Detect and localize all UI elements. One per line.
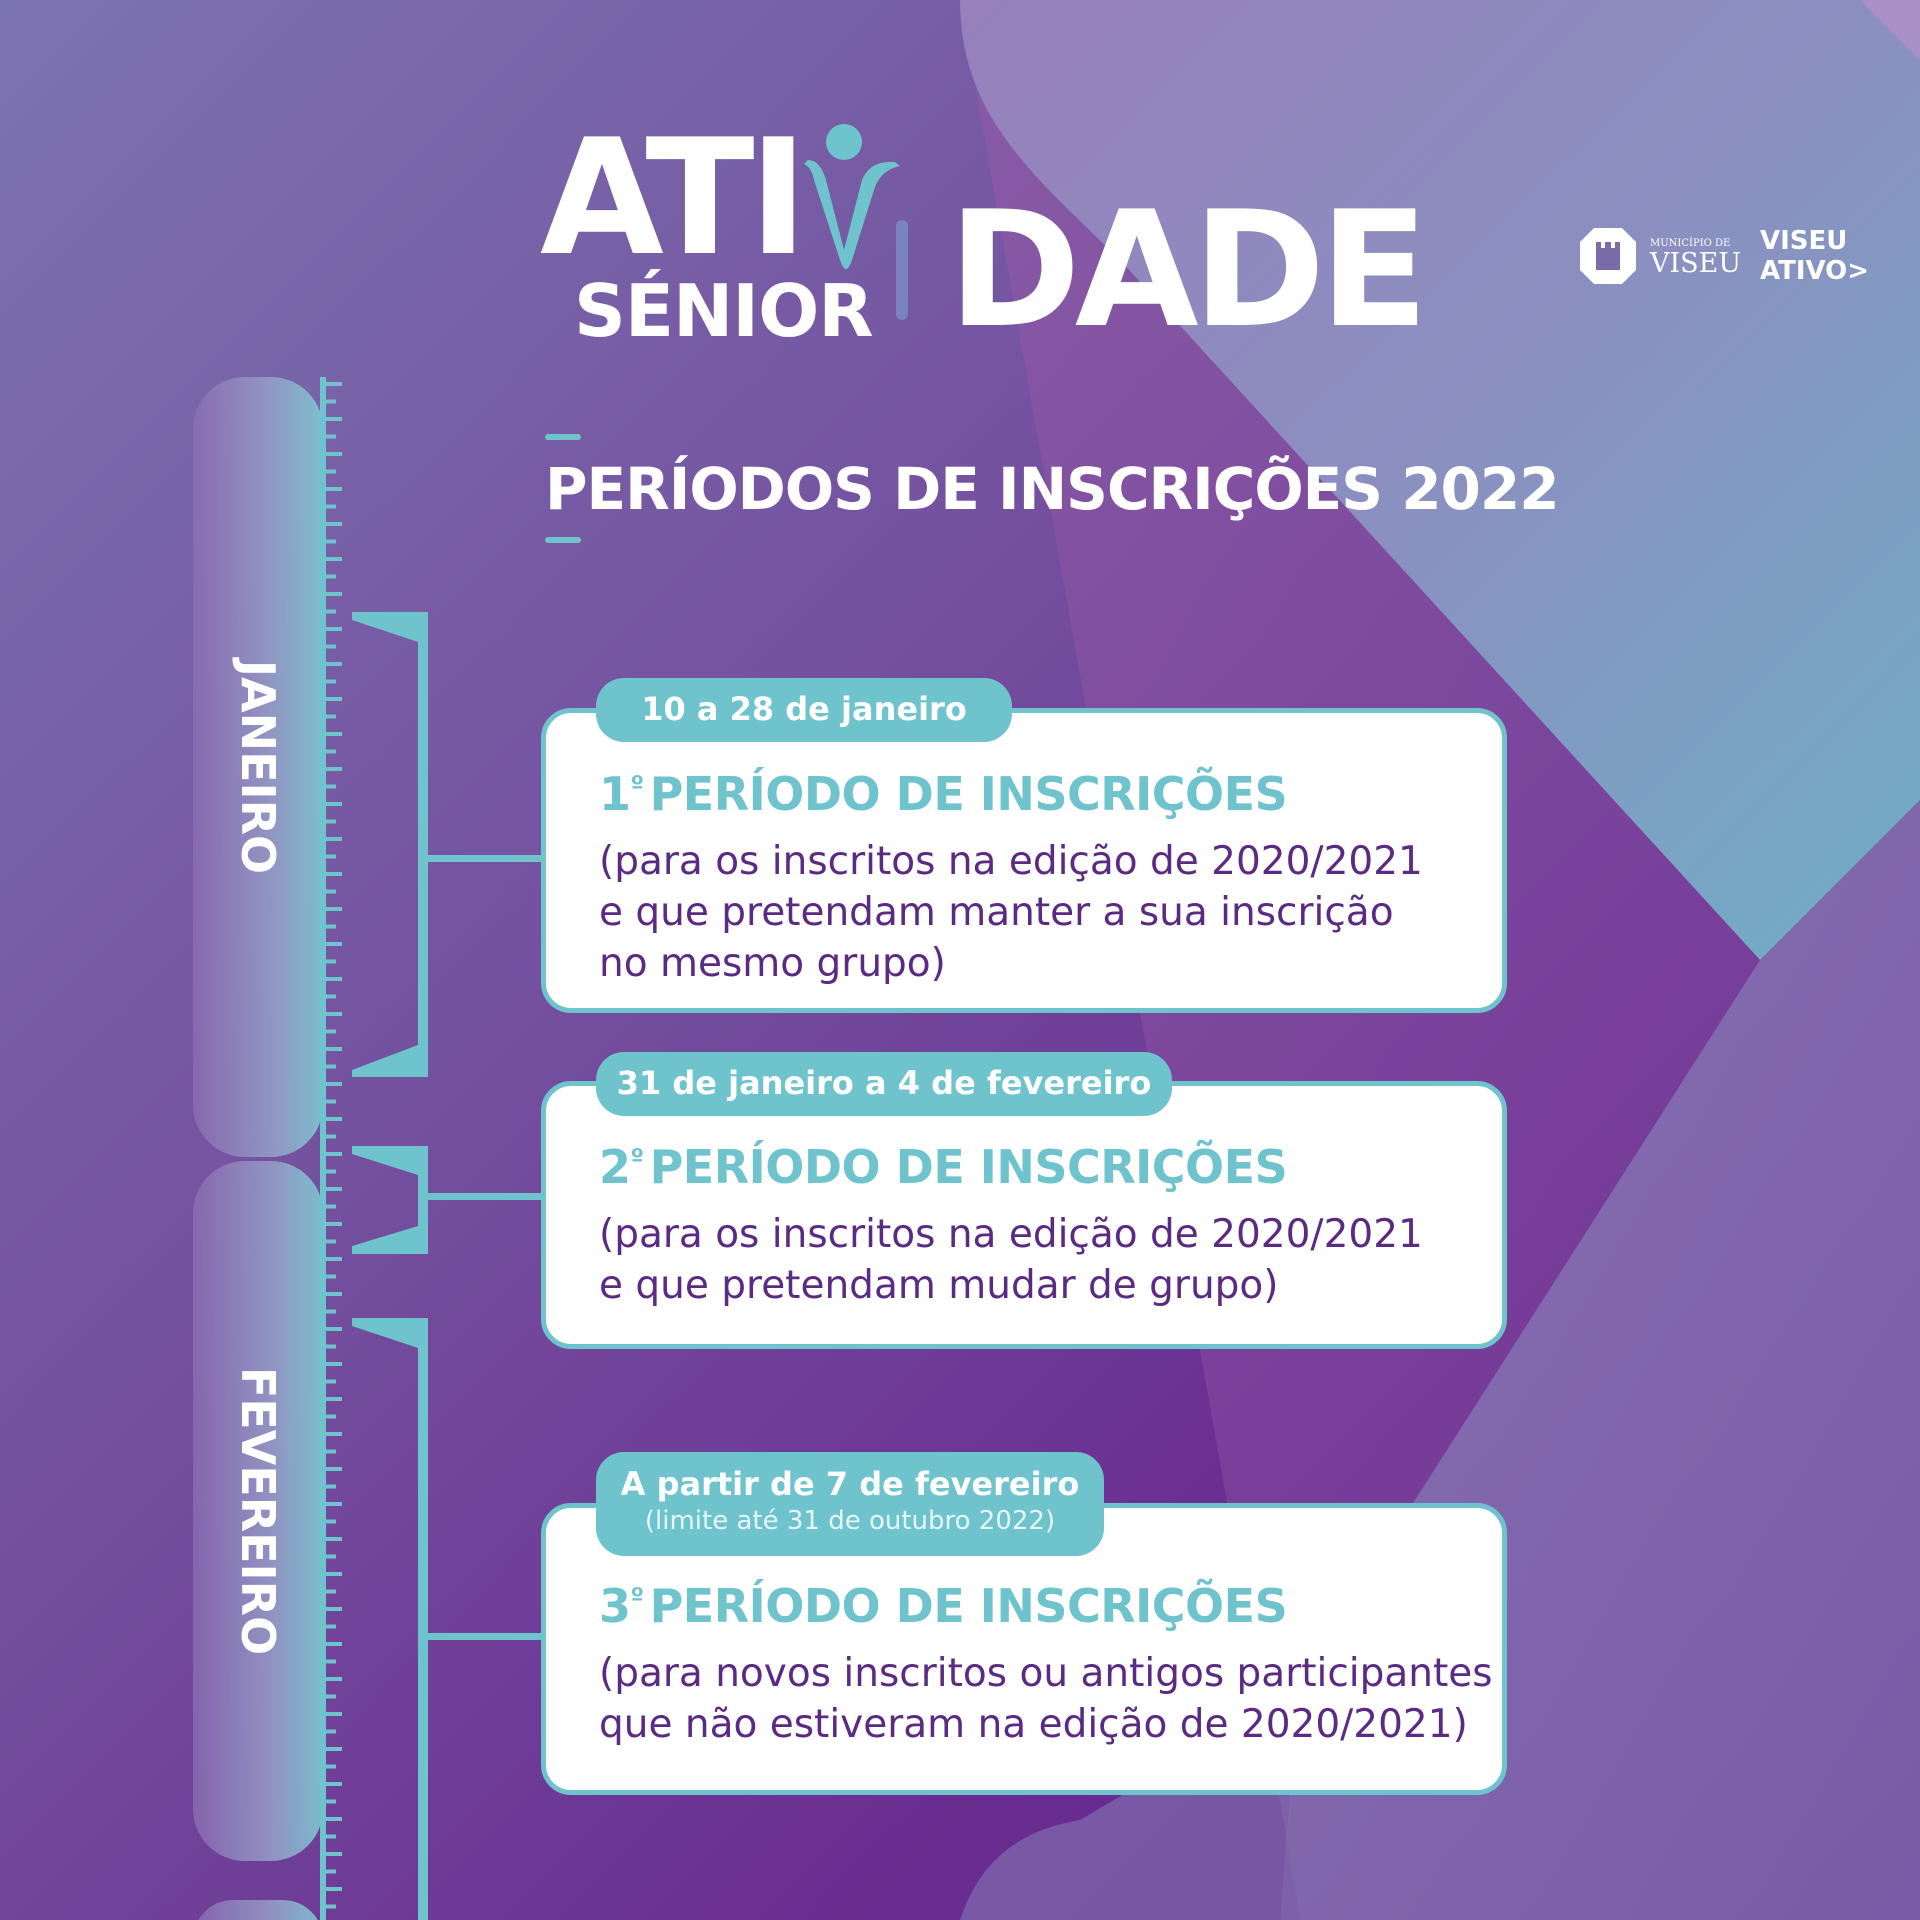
municipio-shield-icon [1578, 226, 1638, 286]
period-3-title: $3^º$ PERÍODO DE INSCRIÇÕES [599, 1579, 1288, 1633]
timeline-ruler [0, 0, 560, 1920]
period-3-description: (para novos inscritos ou antigos participantes que não estiveram na edição de 2020/2021) [599, 1651, 1493, 1747]
period-3-date-note: (limite até 31 de outubro 2022) [644, 1506, 1056, 1536]
period-card-1 [541, 708, 1507, 1013]
page-title: PERÍODOS DE INSCRIÇÕES 2022 [545, 455, 1559, 523]
logo-text-ati: ATI [540, 104, 803, 291]
month-label-fevereiro: FEVEREIRO [231, 1366, 285, 1656]
viseu-ativo-line2: ATIVO> [1760, 256, 1870, 286]
period-3-date-badge [596, 1452, 1104, 1556]
period-2-title: $2^º$ PERÍODO DE INSCRIÇÕES [599, 1140, 1288, 1194]
logo-text-dade: DADE [948, 176, 1423, 363]
period-2-description: (para os inscritos na edição de 2020/2021 e que pretendam mudar de grupo) [599, 1212, 1423, 1308]
period-card-2 [541, 1081, 1507, 1349]
period-1-title: $1^º$ PERÍODO DE INSCRIÇÕES [599, 767, 1288, 821]
municipio-label-name: VISEU [1650, 248, 1742, 279]
viseu-ativo-line1: VISEU [1760, 226, 1848, 256]
period-3-date: A partir de 7 de fevereiro [620, 1465, 1080, 1503]
period-2-date-badge [596, 1052, 1172, 1116]
period-1-date-badge [596, 678, 1012, 742]
logo-text-senior: SÉNIOR [574, 269, 873, 353]
municipio-label-small: MUNICÍPIO DE [1650, 238, 1731, 249]
month-label-janeiro: JANEIRO [231, 659, 285, 875]
period-1-description: (para os inscritos na edição de 2020/2021 e que pretendam manter a sua inscrição no mesmo grupo) [599, 839, 1423, 986]
period-1-date: 10 a 28 de janeiro [641, 690, 967, 728]
period-2-date: 31 de janeiro a 4 de fevereiro [616, 1064, 1152, 1102]
